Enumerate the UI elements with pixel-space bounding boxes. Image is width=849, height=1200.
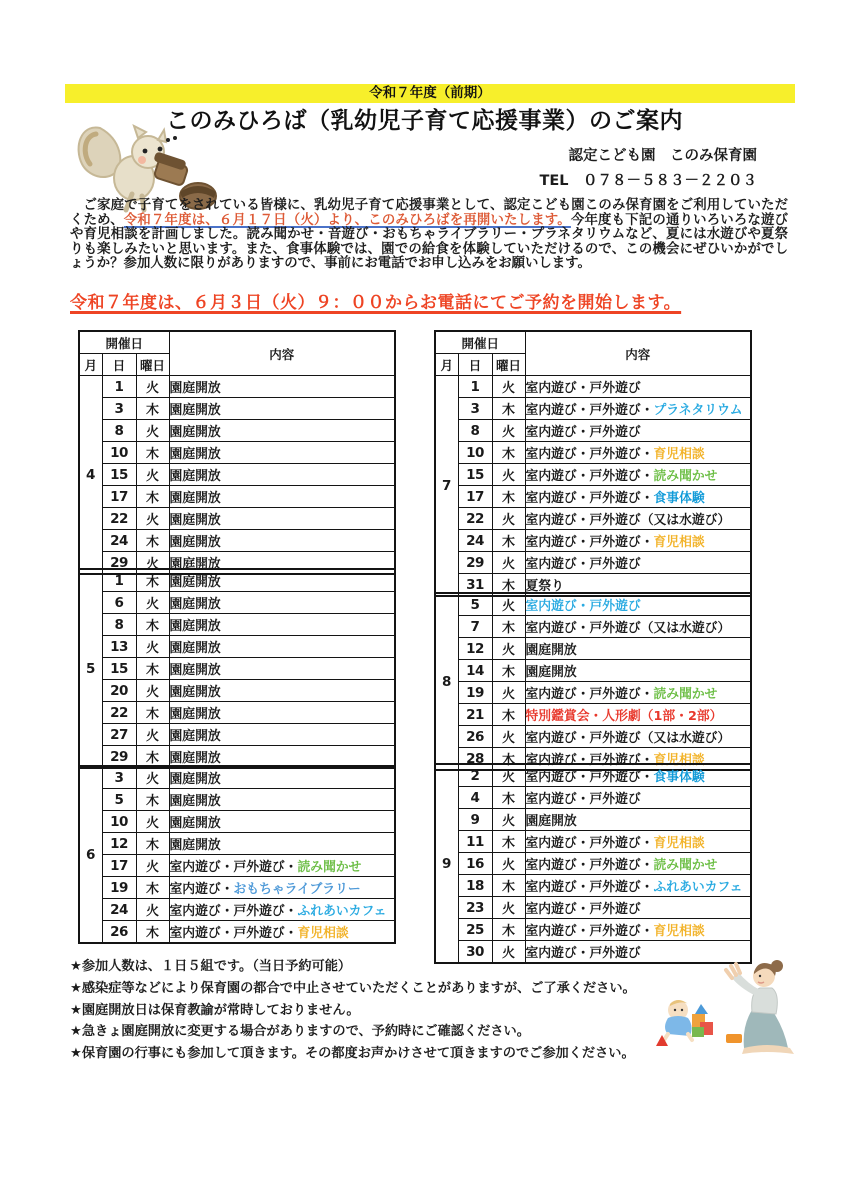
schedule-row [79,508,395,530]
weekday-cell: 火 [492,552,525,574]
weekday-cell: 火 [492,853,525,875]
schedule-row [79,811,395,833]
content-cell: 特別鑑賞会・人形劇（1部・2部） [525,704,751,726]
day-cell: 17 [102,855,136,877]
day-cell: 10 [102,442,136,464]
content-cell: 夏祭り [525,574,751,597]
content-cell: 園庭開放 [169,789,395,811]
weekday-cell: 木 [492,704,525,726]
content-cell: 室内遊び・戸外遊び [525,552,751,574]
day-cell: 8 [102,614,136,636]
content-cell: 園庭開放 [169,833,395,855]
content-cell: 室内遊び・戸外遊び・育児相談 [525,442,751,464]
weekday-cell: 火 [492,726,525,748]
weekday-cell: 木 [136,833,169,855]
content-cell: 室内遊び・戸外遊び [525,787,751,809]
weekday-cell: 火 [492,809,525,831]
schedule-row [79,658,395,680]
schedule-row [435,875,751,897]
content-cell: 室内遊び・戸外遊び（又は水遊び） [525,726,751,748]
day-cell: 22 [102,702,136,724]
schedule-row [435,464,751,486]
schedule-row [79,530,395,552]
content-cell: 室内遊び・戸外遊び [525,941,751,964]
intro-highlight-reopen-date: 令和７年度は、６月１７日（火）より、このみひろばを再開いたします。 [123,212,571,228]
schedule-row [435,682,751,704]
header-kaisaibi: 開催日 [79,331,169,354]
content-cell: 室内遊び・戸外遊び・ふれあいカフェ [525,875,751,897]
weekday-cell: 火 [492,638,525,660]
weekday-cell: 木 [492,748,525,771]
day-cell: 3 [102,398,136,420]
day-cell: 28 [458,748,492,771]
schedule-row [79,833,395,855]
content-cell: 園庭開放 [169,530,395,552]
content-cell: 室内遊び・戸外遊び・読み聞かせ [525,464,751,486]
schedule-row [435,376,751,398]
day-cell: 1 [458,376,492,398]
weekday-cell: 火 [492,764,525,787]
header-weekday: 曜日 [492,354,525,376]
content-cell: 園庭開放 [525,638,751,660]
schedule-row [435,787,751,809]
content-cell: 園庭開放 [169,398,395,420]
content-cell: 室内遊び・戸外遊び [525,897,751,919]
schedule-table-may [78,568,396,769]
schedule-row [79,921,395,944]
content-cell: 園庭開放 [169,702,395,724]
weekday-cell: 木 [136,398,169,420]
day-cell: 25 [458,919,492,941]
day-cell: 11 [458,831,492,853]
day-cell: 8 [102,420,136,442]
year-banner: 令和７年度（前期） [65,84,795,103]
weekday-cell: 木 [136,614,169,636]
weekday-cell: 木 [136,789,169,811]
schedule-row [79,636,395,658]
day-cell: 29 [102,746,136,769]
day-cell: 18 [458,875,492,897]
day-cell: 13 [102,636,136,658]
schedule-row [435,831,751,853]
weekday-cell: 火 [492,508,525,530]
day-cell: 3 [102,766,136,789]
content-cell: 室内遊び・戸外遊び・育児相談 [169,921,395,944]
day-cell: 7 [458,616,492,638]
content-cell: 室内遊び・戸外遊び [525,376,751,398]
intro-text-2: 今年度も下記の通りいろいろな遊びや育児相談を計画しました。読み聞かせ・音遊び・おもちゃライブラリー・プラネタリウムなど、夏には水遊びや夏祭りも楽しみたいと思います。また、食事体験では、園での給食を体験していただけるので、この機会にぜひいかがでしょうか？参加人数に限りがありますので、事前にお電話でお申し込みをお願いします。 [70,212,788,272]
weekday-cell: 木 [492,398,525,420]
weekday-cell: 木 [492,530,525,552]
weekday-cell: 木 [136,442,169,464]
weekday-cell: 火 [492,593,525,616]
weekday-cell: 木 [136,746,169,769]
content-cell: 室内遊び・戸外遊び・読み聞かせ [169,855,395,877]
content-cell: 室内遊び・戸外遊び（又は水遊び） [525,616,751,638]
weekday-cell: 火 [492,897,525,919]
schedule-table-month-6 [78,765,396,944]
schedule-row [435,919,751,941]
day-cell: 12 [102,833,136,855]
weekday-cell: 火 [136,464,169,486]
content-cell: 園庭開放 [169,442,395,464]
day-cell: 15 [102,464,136,486]
schedule-row [79,592,395,614]
schedule-row [79,420,395,442]
header-month: 月 [79,354,102,376]
schedule-row [79,398,395,420]
content-cell: 室内遊び・戸外遊び・ふれあいカフェ [169,899,395,921]
day-cell: 26 [102,921,136,944]
month-cell: 7 [435,376,458,597]
content-cell: 室内遊び・おもちゃライブラリー [169,877,395,899]
content-cell: 室内遊び・戸外遊び・育児相談 [525,748,751,771]
weekday-cell: 木 [492,574,525,597]
day-cell: 10 [458,442,492,464]
schedule-row [435,508,751,530]
content-cell: 室内遊び・戸外遊び・プラネタリウム [525,398,751,420]
day-cell: 19 [102,877,136,899]
intro-paragraph [70,199,788,272]
weekday-cell: 木 [492,875,525,897]
content-cell: 室内遊び・戸外遊び・育児相談 [525,831,751,853]
day-cell: 22 [458,508,492,530]
content-cell: 園庭開放 [169,680,395,702]
schedule-row [435,660,751,682]
content-cell: 室内遊び・戸外遊び・読み聞かせ [525,682,751,704]
day-cell: 6 [102,592,136,614]
schedule-table-august [434,592,752,771]
day-cell: 1 [102,376,136,398]
reservation-start-line: 令和７年度は、６月３日（火）９：００からお電話にてご予約を開始します。 [70,293,682,313]
schedule-table-month-4 [78,330,396,575]
schedule-row [435,552,751,574]
schedule-table-july [434,330,752,597]
header-kaisaibi: 開催日 [435,331,525,354]
footer-notes [70,956,730,1065]
day-cell: 12 [458,638,492,660]
day-cell: 1 [102,569,136,592]
weekday-cell: 木 [492,787,525,809]
month-cell: 6 [79,766,102,943]
content-cell: 園庭開放 [169,811,395,833]
weekday-cell: 木 [136,877,169,899]
note-line: ★園庭開放日は保育教諭が常時しておりません。 [70,1002,360,1018]
schedule-row [79,702,395,724]
weekday-cell: 木 [136,486,169,508]
organization-name: 認定こども園 このみ保育園 [568,148,757,164]
content-cell: 園庭開放 [169,658,395,680]
header-content: 内容 [169,331,395,376]
day-cell: 8 [458,420,492,442]
day-cell: 14 [458,660,492,682]
content-cell: 園庭開放 [525,660,751,682]
weekday-cell: 火 [492,420,525,442]
schedule-table-month-8 [434,592,752,771]
weekday-cell: 木 [492,616,525,638]
intro-text-1: ご家庭で子育てをされている皆様に、乳幼児子育て応援事業として、認定こども園このみ保育園をご利用していただくため、 [70,198,788,228]
day-cell: 10 [102,811,136,833]
schedule-row [79,766,395,789]
schedule-row [435,420,751,442]
schedule-row [79,877,395,899]
weekday-cell: 木 [492,831,525,853]
schedule-table-september [434,763,752,964]
schedule-row [435,616,751,638]
schedule-row [79,899,395,921]
schedule-row [79,680,395,702]
schedule-row [435,486,751,508]
schedule-table-month-7 [434,330,752,597]
content-cell: 園庭開放 [169,746,395,769]
day-cell: 27 [102,724,136,746]
content-cell: 室内遊び・戸外遊び・食事体験 [525,764,751,787]
day-cell: 21 [458,704,492,726]
page-title: このみひろば（乳幼児子育て応援事業）のご案内 [166,108,683,134]
weekday-cell: 火 [136,766,169,789]
weekday-cell: 木 [136,658,169,680]
weekday-cell: 火 [136,420,169,442]
note-line: ★急きょ園庭開放に変更する場合がありますので、予約時にご確認ください。 [70,1024,530,1040]
schedule-row [435,726,751,748]
header-content: 内容 [525,331,751,376]
day-cell: 2 [458,764,492,787]
day-cell: 5 [458,593,492,616]
day-cell: 17 [458,486,492,508]
content-cell: 園庭開放 [169,636,395,658]
weekday-cell: 木 [492,486,525,508]
month-cell: 9 [435,764,458,963]
header-weekday: 曜日 [136,354,169,376]
weekday-cell: 火 [492,376,525,398]
weekday-cell: 火 [136,724,169,746]
weekday-cell: 火 [136,855,169,877]
schedule-table-month-9 [434,763,752,964]
weekday-cell: 火 [492,941,525,964]
content-cell: 室内遊び・戸外遊び・読み聞かせ [525,853,751,875]
schedule-row [79,614,395,636]
content-cell: 室内遊び・戸外遊び・育児相談 [525,530,751,552]
weekday-cell: 火 [492,682,525,704]
day-cell: 17 [102,486,136,508]
weekday-cell: 木 [136,530,169,552]
weekday-cell: 木 [136,702,169,724]
schedule-row [79,855,395,877]
schedule-row [435,704,751,726]
weekday-cell: 火 [136,552,169,575]
weekday-cell: 火 [136,376,169,398]
note-line: ★感染症等などにより保育園の都合で中止させていただくことがありますが、ご了承ください。 [70,980,636,996]
header-day: 日 [458,354,492,376]
content-cell: 園庭開放 [169,486,395,508]
schedule-row [435,853,751,875]
day-cell: 9 [458,809,492,831]
day-cell: 4 [458,787,492,809]
content-cell: 園庭開放 [169,766,395,789]
note-line: ★参加人数は、１日５組です。（当日予約可能） [70,959,352,974]
schedule-row [435,638,751,660]
content-cell: 園庭開放 [169,614,395,636]
month-cell: 8 [435,593,458,770]
content-cell: 園庭開放 [169,508,395,530]
content-cell: 園庭開放 [169,569,395,592]
day-cell: 24 [102,899,136,921]
schedule-row [435,593,751,616]
content-cell: 室内遊び・戸外遊び [525,593,751,616]
content-cell: 室内遊び・戸外遊び（又は水遊び） [525,508,751,530]
weekday-cell: 木 [492,442,525,464]
schedule-table-april [78,330,396,575]
day-cell: 31 [458,574,492,597]
day-cell: 24 [458,530,492,552]
schedule-row [435,897,751,919]
content-cell: 室内遊び・戸外遊び・育児相談 [525,919,751,941]
content-cell: 園庭開放 [169,724,395,746]
day-cell: 22 [102,508,136,530]
weekday-cell: 木 [492,919,525,941]
weekday-cell: 火 [136,636,169,658]
schedule-row [79,789,395,811]
day-cell: 23 [458,897,492,919]
weekday-cell: 火 [136,811,169,833]
schedule-row [79,442,395,464]
schedule-row [79,486,395,508]
phone-number: TEL ０７８－５８３－２２０３ [539,173,757,189]
day-cell: 15 [102,658,136,680]
schedule-row [79,464,395,486]
weekday-cell: 火 [492,464,525,486]
weekday-cell: 木 [136,569,169,592]
day-cell: 3 [458,398,492,420]
schedule-row [435,809,751,831]
parent-baby-illustration-icon [648,952,813,1064]
schedule-row [79,376,395,398]
day-cell: 29 [102,552,136,575]
content-cell: 園庭開放 [169,376,395,398]
day-cell: 15 [458,464,492,486]
weekday-cell: 木 [136,921,169,944]
content-cell: 園庭開放 [525,809,751,831]
weekday-cell: 火 [136,680,169,702]
day-cell: 24 [102,530,136,552]
schedule-row [435,442,751,464]
day-cell: 26 [458,726,492,748]
day-cell: 5 [102,789,136,811]
header-month: 月 [435,354,458,376]
month-cell: 5 [79,569,102,768]
schedule-row [435,530,751,552]
day-cell: 30 [458,941,492,964]
weekday-cell: 木 [492,660,525,682]
schedule-table-month-5 [78,568,396,769]
weekday-cell: 火 [136,592,169,614]
schedule-table-june [78,765,396,944]
weekday-cell: 火 [136,508,169,530]
schedule-row [435,764,751,787]
schedule-row [435,398,751,420]
schedule-row [79,724,395,746]
content-cell: 園庭開放 [169,464,395,486]
weekday-cell: 火 [136,899,169,921]
content-cell: 園庭開放 [169,592,395,614]
day-cell: 20 [102,680,136,702]
content-cell: 園庭開放 [169,420,395,442]
content-cell: 園庭開放 [169,552,395,575]
day-cell: 29 [458,552,492,574]
content-cell: 室内遊び・戸外遊び [525,420,751,442]
header-day: 日 [102,354,136,376]
day-cell: 16 [458,853,492,875]
day-cell: 19 [458,682,492,704]
content-cell: 室内遊び・戸外遊び・食事体験 [525,486,751,508]
month-cell: 4 [79,376,102,575]
schedule-row [79,569,395,592]
note-line: ★保育園の行事にも参加して頂きます。その都度お声かけさせて頂きますのでご参加ください。 [70,1046,635,1062]
